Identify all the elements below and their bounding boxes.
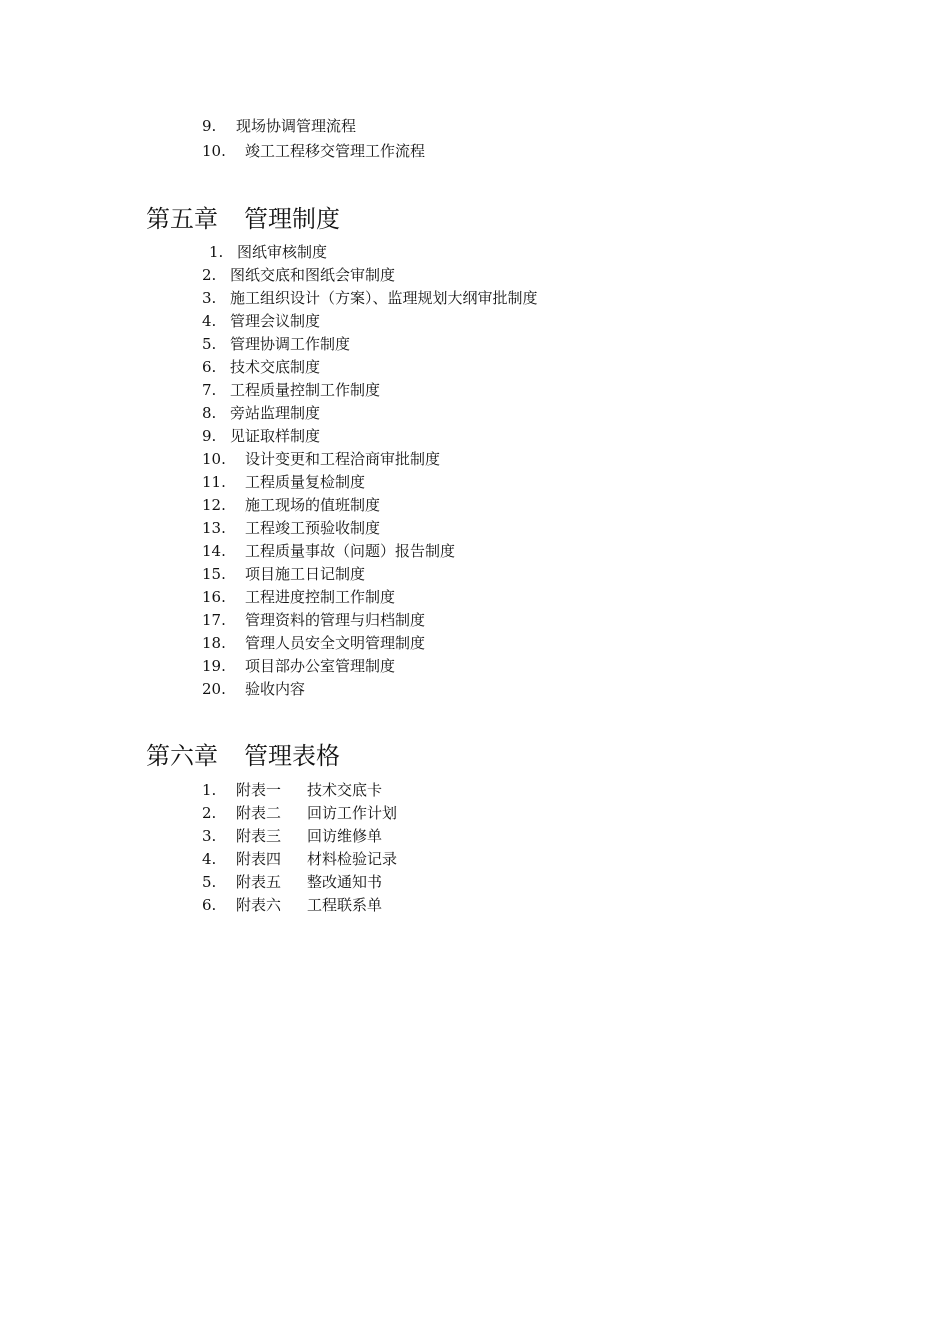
item-number: 13. xyxy=(202,519,226,537)
item-text: 管理人员安全文明管理制度 xyxy=(245,634,426,652)
item-number: 9. xyxy=(202,427,217,445)
item-text: 旁站监理制度 xyxy=(230,404,321,422)
item-text: 竣工工程移交管理工作流程 xyxy=(245,142,426,160)
item-number: 3. xyxy=(202,289,217,307)
item-text: 管理资料的管理与归档制度 xyxy=(245,611,426,629)
item-number: 9. xyxy=(202,117,217,135)
item-number: 18. xyxy=(202,634,226,652)
table-number: 附表三 xyxy=(236,827,282,845)
table-number: 附表二 xyxy=(236,804,282,822)
item-text: 图纸交底和图纸会审制度 xyxy=(230,266,396,284)
item-number: 17. xyxy=(202,611,226,629)
item-text: 工程质量控制工作制度 xyxy=(230,381,381,399)
item-number: 2. xyxy=(202,266,217,284)
chapter-label: 第五章 xyxy=(146,205,218,233)
table-number: 附表四 xyxy=(236,850,282,868)
item-number: 1. xyxy=(209,243,224,261)
chapter-heading xyxy=(146,741,340,771)
table-number: 附表六 xyxy=(236,896,282,914)
chapter-label: 第六章 xyxy=(146,742,218,770)
item-number: 10. xyxy=(202,450,226,468)
item-number: 8. xyxy=(202,404,217,422)
item-number: 14. xyxy=(202,542,226,560)
item-text: 技术交底制度 xyxy=(230,358,321,376)
table-name: 回访维修单 xyxy=(307,827,383,845)
item-text: 图纸审核制度 xyxy=(237,243,328,261)
item-number: 6. xyxy=(202,358,217,376)
item-number: 4. xyxy=(202,312,217,330)
table-name: 技术交底卡 xyxy=(307,781,383,799)
item-text: 管理协调工作制度 xyxy=(230,335,351,353)
item-number: 20. xyxy=(202,680,226,698)
table-name: 工程联系单 xyxy=(307,896,383,914)
table-name: 回访工作计划 xyxy=(307,804,398,822)
item-text: 工程质量事故（问题）报告制度 xyxy=(245,542,456,560)
table-number: 附表五 xyxy=(236,873,282,891)
item-text: 工程竣工预验收制度 xyxy=(245,519,381,537)
item-text: 施工组织设计（方案）、监理规划大纲审批制度 xyxy=(230,289,538,307)
item-number: 4. xyxy=(202,850,217,868)
item-text: 项目施工日记制度 xyxy=(245,565,366,583)
item-number: 7. xyxy=(202,381,217,399)
chapter-title: 管理制度 xyxy=(244,205,340,233)
item-text: 工程进度控制工作制度 xyxy=(245,588,396,606)
table-name: 整改通知书 xyxy=(307,873,383,891)
item-number: 19. xyxy=(202,657,226,675)
item-text: 施工现场的值班制度 xyxy=(245,496,381,514)
item-number: 2. xyxy=(202,804,217,822)
item-text: 现场协调管理流程 xyxy=(236,117,357,135)
item-text: 管理会议制度 xyxy=(230,312,321,330)
item-number: 15. xyxy=(202,565,226,583)
table-number: 附表一 xyxy=(236,781,282,799)
table-name: 材料检验记录 xyxy=(307,850,398,868)
item-number: 11. xyxy=(202,473,226,491)
item-text: 见证取样制度 xyxy=(230,427,321,445)
item-number: 10. xyxy=(202,142,226,160)
item-text: 工程质量复检制度 xyxy=(245,473,366,491)
item-text: 设计变更和工程洽商审批制度 xyxy=(245,450,441,468)
item-number: 1. xyxy=(202,781,217,799)
item-text: 验收内容 xyxy=(245,680,306,698)
chapter-heading xyxy=(146,204,340,234)
item-number: 16. xyxy=(202,588,226,606)
item-number: 3. xyxy=(202,827,217,845)
item-text: 项目部办公室管理制度 xyxy=(245,657,396,675)
item-number: 5. xyxy=(202,335,217,353)
item-number: 6. xyxy=(202,896,217,914)
chapter-title: 管理表格 xyxy=(244,742,340,770)
item-number: 5. xyxy=(202,873,217,891)
item-number: 12. xyxy=(202,496,226,514)
